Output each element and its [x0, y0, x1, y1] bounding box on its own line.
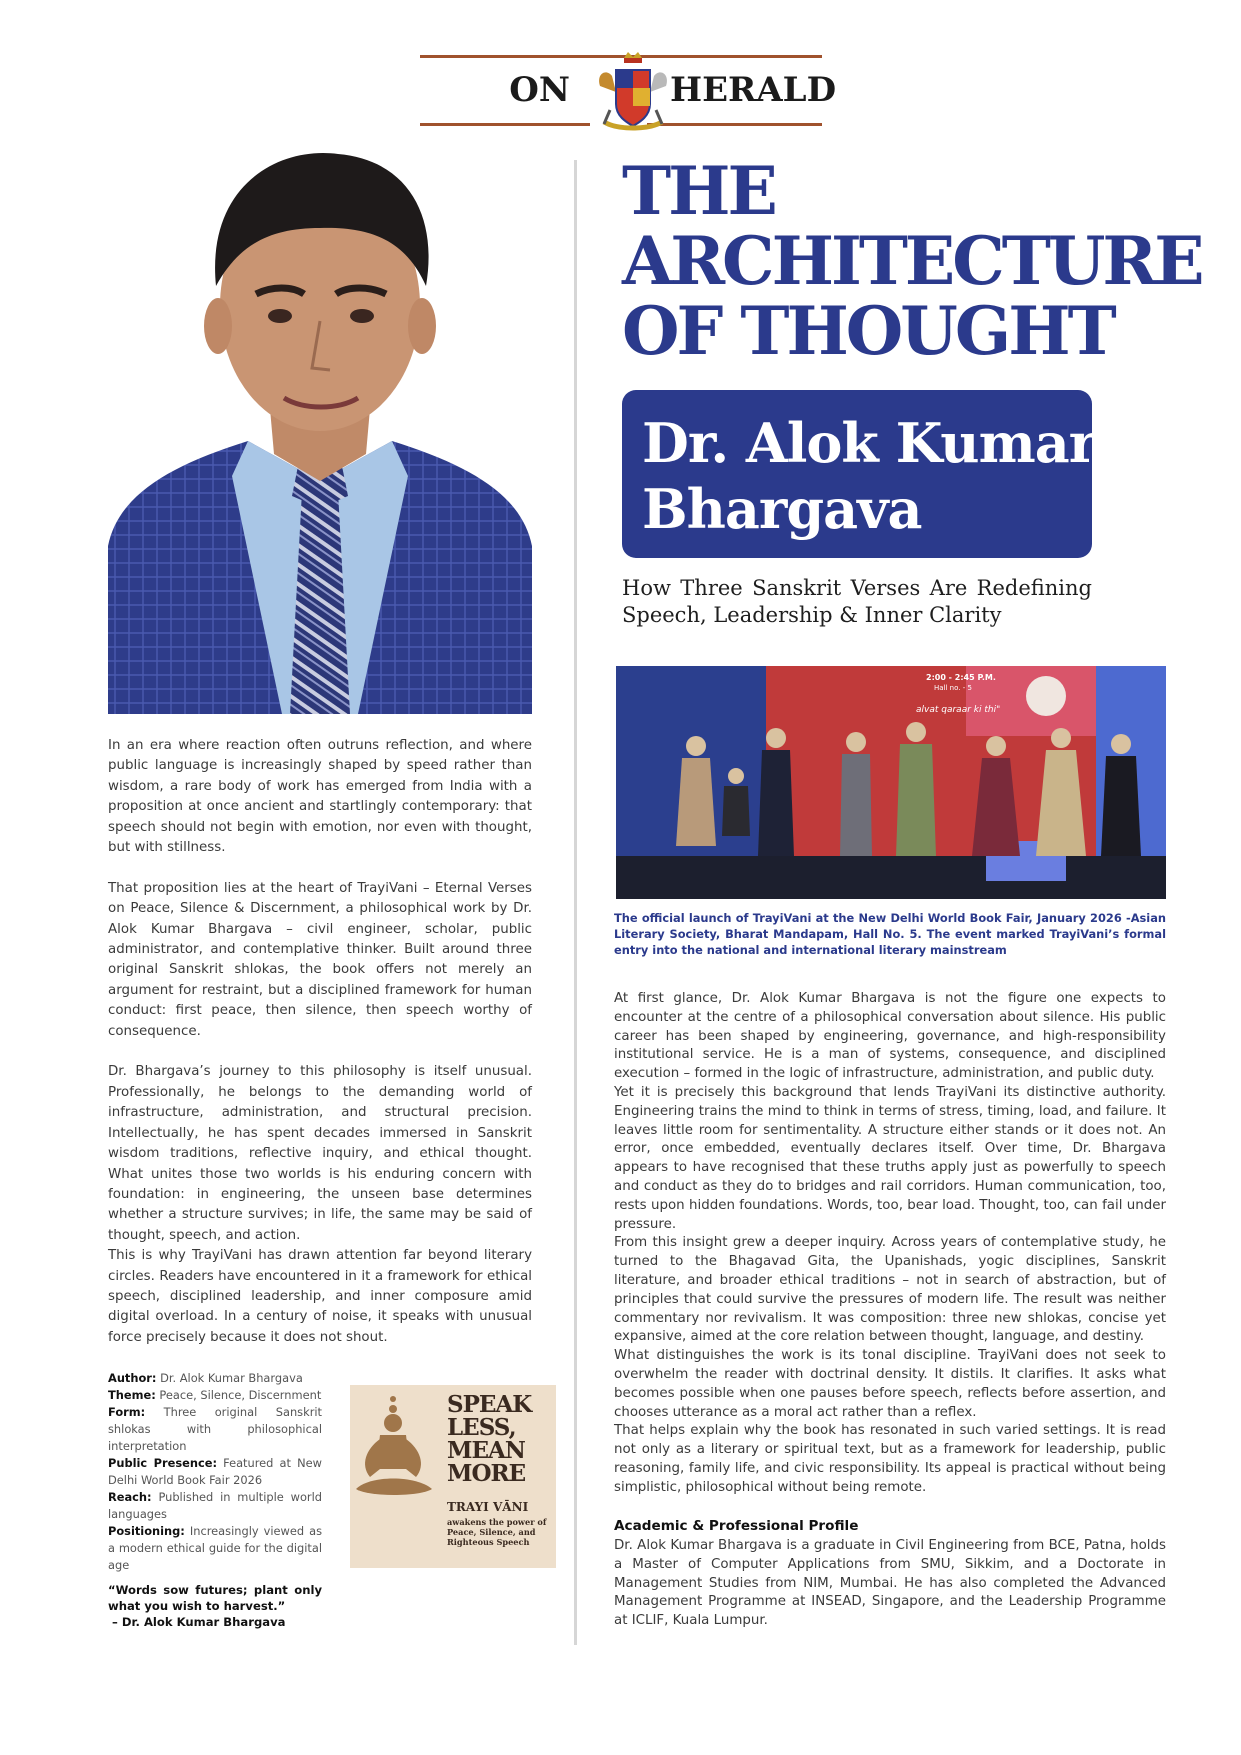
fact-row	[108, 1370, 322, 1387]
book-title-line: MEAN	[447, 1437, 525, 1464]
paragraph: From this insight grew a deeper inquiry. Across years of contemplative study, he turned to the Bhagavad Gita, the Upanishads, yogic disciplines, Sanskrit literature, and broader ethical traditions – not in search of abstraction, but of principles that could survive the pressures of modern life. The result was neither commentary nor revivalism. It was composition: three new shlokas, concise yet expansive, aimed at the core relation between thought, language, and destiny.	[614, 1235, 1166, 1345]
fact-row	[108, 1489, 322, 1523]
royal-crest-icon	[594, 52, 672, 138]
fact-value: Three original Sanskrit shlokas with philosophical interpretation	[108, 1405, 323, 1453]
pull-quote	[108, 1582, 322, 1630]
fact-row	[108, 1523, 322, 1574]
author-name-line: Dr. Alok Kumar	[642, 411, 1097, 475]
book-cover	[350, 1385, 556, 1568]
fact-row	[108, 1387, 322, 1404]
masthead-right-text: HERALD	[670, 70, 837, 110]
book-brand: TRAYI VĀNI	[447, 1500, 529, 1514]
masthead-left-text: ON	[509, 70, 570, 110]
book-launch-photo	[616, 666, 1166, 899]
fact-label: Reach:	[108, 1490, 152, 1504]
quote-text: “Words sow futures; plant only what you wish to harvest.”	[108, 1583, 322, 1613]
masthead-rule-bottom-left	[420, 123, 590, 126]
headline-line: OF THOUGHT	[622, 292, 1114, 370]
paragraph: In an era where reaction often outruns reflection, and where public language is increasingly shaped by speed rather than wisdom, a rare body of work has emerged from India with a proposition at once ancient and startlingly contemporary: that speech should not begin with emotion, nor even with thought, but with stillness.	[108, 738, 532, 856]
headline-line: ARCHITECTURE	[622, 222, 1202, 300]
photo-caption: The official launch of TrayiVani at the New Delhi World Book Fair, January 2026 -Asian Literary Society, Bharat Mandapam, Hall No. 5. The event marked TrayiVani’s formal entry into the national and international literary mainstream	[614, 911, 1166, 957]
fact-label: Form:	[108, 1405, 146, 1419]
book-title-line: SPEAK	[447, 1391, 532, 1418]
fact-value: Dr. Alok Kumar Bhargava	[160, 1371, 303, 1385]
right-column-body	[614, 990, 1166, 1498]
page-headline	[622, 152, 1202, 370]
meditation-figure-icon	[350, 1385, 446, 1568]
paragraph: Yet it is precisely this background that lends TrayiVani its distinctive authority. Engineering trains the mind to think in terms of stress, timing, load, and failure. It leaves little room for sentimentality. A structure either stands or it does not. An error, once embedded, eventually declares itself. Over time, Dr. Bhargava appears to have recognised that these truths apply just as powerfully to speech and conduct as they do to bridges and rail corridors. Human communication, too, rests upon hidden foundations. Words, too, bear load. Thought, too, can fail under pressure.	[614, 1084, 1166, 1232]
paragraph: Dr. Bhargava’s journey to this philosophy is itself unusual. Professionally, he belongs to the demanding world of infrastructure, administration, and structural precision. Intellectually, he has spent decades immersed in Sanskrit wisdom traditions, reflective inquiry, and ethical thought. What unites those two worlds is his enduring concern with foundation: in engineering, the unseen base determines whether a structure survives; in life, the same may be said of thought, speech, and action.	[108, 1064, 532, 1243]
profile-text: Dr. Alok Kumar Bhargava is a graduate in Civil Engineering from BCE, Patna, holds a Master of Computer Applications from SMU, Sikkim, and a Doctorate in Management Studies from NIM, Mumbai. He has also completed the Advanced Management Programme at INSEAD, Singapore, and the Leadership Programme at ICLIF, Kuala Lumpur.	[614, 1538, 1166, 1629]
author-name-line: Bhargava	[642, 477, 922, 541]
paragraph: This is why TrayiVani has drawn attention far beyond literary circles. Readers have encountered in it a framework for ethical speech, disciplined leadership, and inner composure amid digital overload. In a century of noise, it speaks with unusual force precisely because it does not shout.	[108, 1248, 532, 1345]
author-portrait	[108, 136, 532, 714]
left-column-body	[108, 736, 532, 1348]
book-tagline: awakens the power of Peace, Silence, and Righteous Speech	[447, 1517, 547, 1547]
article-subtitle: How Three Sanskrit Verses Are Redefining Speech, Leadership & Inner Clarity	[622, 576, 1092, 627]
paragraph: That proposition lies at the heart of TrayiVani – Eternal Verses on Peace, Silence & Discernment, a philosophical work by Dr. Alok Kumar Bhargava – civil engineer, scholar, public administrator, and contemplative thinker. Built around three original Sanskrit shlokas, the book offers not merely an argument for restraint, but a disciplined framework for human conduct: first peace, then silence, then speech worthy of consequence.	[108, 880, 532, 1039]
book-title-line: MORE	[447, 1460, 526, 1487]
quote-attribution: – Dr. Alok Kumar Bhargava	[112, 1615, 286, 1629]
fact-box	[108, 1370, 322, 1574]
fact-label: Positioning:	[108, 1524, 185, 1538]
fact-value: Featured at New Delhi World Book Fair 2026	[108, 1456, 322, 1487]
banner-hall: Hall no. - 5	[934, 684, 972, 692]
column-divider	[574, 160, 577, 1645]
paragraph: At first glance, Dr. Alok Kumar Bhargava is not the figure one expects to encounter at the centre of a philosophical conversation about silence. His public career has been shaped by engineering, governance, and high-responsibility institutional service. He is a man of systems, consequence, and disciplined execution – formed in the logic of infrastructure, administration, and public duty.	[614, 991, 1166, 1082]
fact-value: Increasingly viewed as a modern ethical guide for the digital age	[108, 1524, 323, 1572]
fact-label: Theme:	[108, 1388, 156, 1402]
paragraph: That helps explain why the book has resonated in such varied settings. It is read not only as a literary or spiritual text, but as a framework for leadership, public reasoning, family life, and civic responsibility. Its appeal is practical without being simplistic, philosophical without being remote.	[614, 1423, 1166, 1495]
book-title	[447, 1393, 531, 1485]
paragraph: What distinguishes the work is its tonal discipline. TrayiVani does not seek to overwhelm the reader with doctrinal density. It distils. It clarifies. It asks what becomes possible when one pauses before speech, reflects before assertion, and chooses utterance as a moral act rather than a reflex.	[614, 1348, 1166, 1420]
fact-row	[108, 1455, 322, 1489]
book-title-line: LESS,	[447, 1414, 516, 1441]
fact-label: Public Presence:	[108, 1456, 217, 1470]
profile-heading: Academic & Professional Profile	[614, 1518, 859, 1534]
fact-value: Published in multiple world languages	[108, 1490, 322, 1521]
fact-row	[108, 1404, 322, 1455]
banner-time: 2:00 - 2:45 P.M.	[926, 673, 996, 682]
fact-label: Author:	[108, 1371, 157, 1385]
banner-text: alvat qaraar ki thi"	[916, 705, 1001, 715]
headline-line: THE	[622, 152, 775, 230]
fact-value: Peace, Silence, Discernment	[159, 1388, 322, 1402]
author-name-banner	[622, 390, 1097, 558]
masthead-rule-bottom-right	[647, 123, 822, 126]
